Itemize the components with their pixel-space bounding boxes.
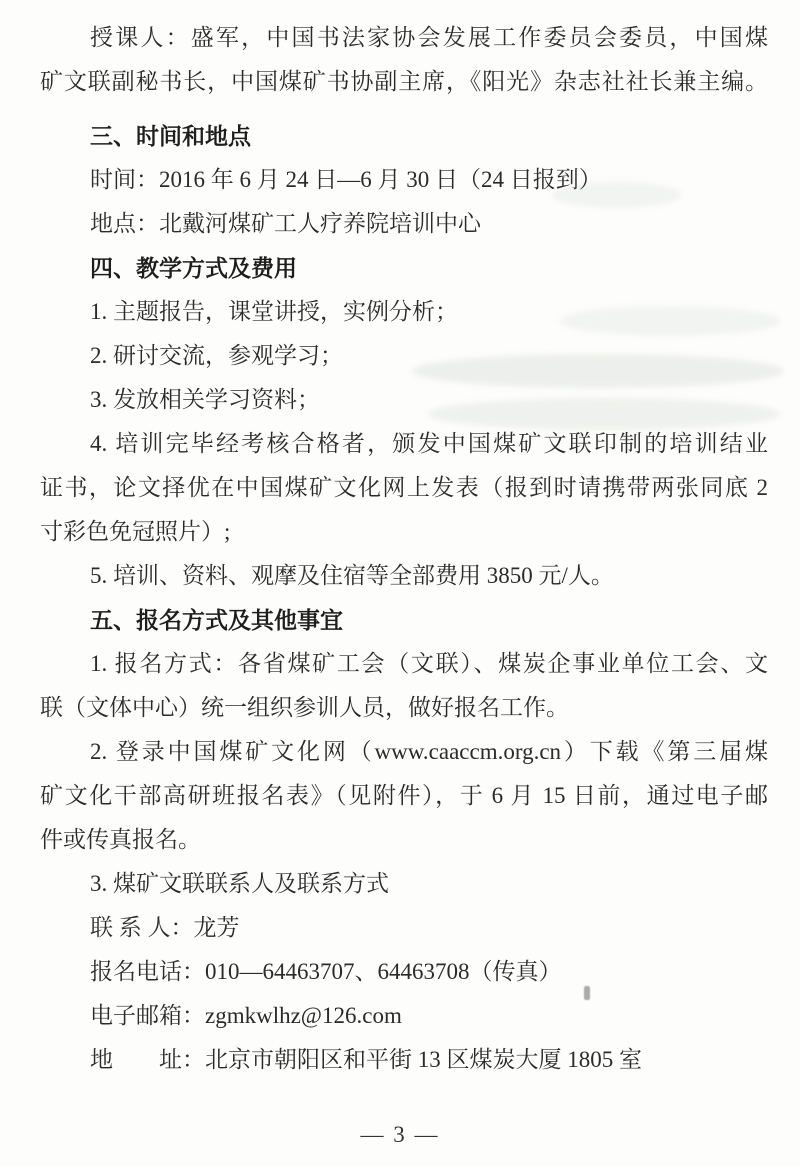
text-line: 3. 发放相关学习资料； [90,387,320,412]
heading-time-location: 三、时间和地点 [90,123,251,149]
text-line-phone: 报名电话：010—64463707、64463708（传真） [90,959,562,984]
text-line: 矿文联副秘书长，中国煤矿书协副主席，《阳光》杂志社社长兼主编。 [40,69,768,94]
text-line: 2. 研讨交流，参观学习； [90,343,343,368]
text-line: 1. 主题报告，课堂讲授，实例分析； [90,299,458,324]
text-line: 件或传真报名。 [40,827,201,852]
text-line-website: 2. 登录中国煤矿文化网（www.caaccm.org.cn）下载《第三届煤 [90,739,768,764]
text-line: 矿文化干部高研班报名表》（见附件），于 6 月 15 日前，通过电子邮 [40,783,768,808]
heading-teaching-fees: 四、教学方式及费用 [90,255,297,281]
heading-registration: 五、报名方式及其他事宜 [90,607,343,633]
text-line-time: 时间：2016 年 6 月 24 日—6 月 30 日（24 日报到） [90,167,602,192]
text-line: 1. 报名方式：各省煤矿工会（文联）、煤炭企事业单位工会、文 [90,651,768,676]
text-line: 授课人：盛军，中国书法家协会发展工作委员会委员，中国煤 [90,25,768,50]
page-number: — 3 — [360,1122,440,1147]
text-line: 联（文体中心）统一组织参训人员，做好报名工作。 [40,695,569,720]
text-line-address: 地 址：北京市朝阳区和平街 13 区煤炭大厦 1805 室 [90,1047,642,1072]
text-line: 4. 培训完毕经考核合格者，颁发中国煤矿文联印制的培训结业 [90,431,768,456]
text-line: 寸彩色免冠照片）; [40,519,231,544]
text-line-email: 电子邮箱：zgmkwlhz@126.com [90,1003,402,1028]
text-line: 证书，论文择优在中国煤矿文化网上发表（报到时请携带两张同底 2 [40,475,768,500]
text-line-location: 地点：北戴河煤矿工人疗养院培训中心 [90,211,481,236]
document-body [40,16,768,1082]
text-line-fee: 5. 培训、资料、观摩及住宿等全部费用 3850 元/人。 [90,563,614,588]
text-line-contact-header: 3. 煤矿文联联系人及联系方式 [90,871,389,896]
text-line-contact-name: 联 系 人：龙芳 [90,915,240,940]
